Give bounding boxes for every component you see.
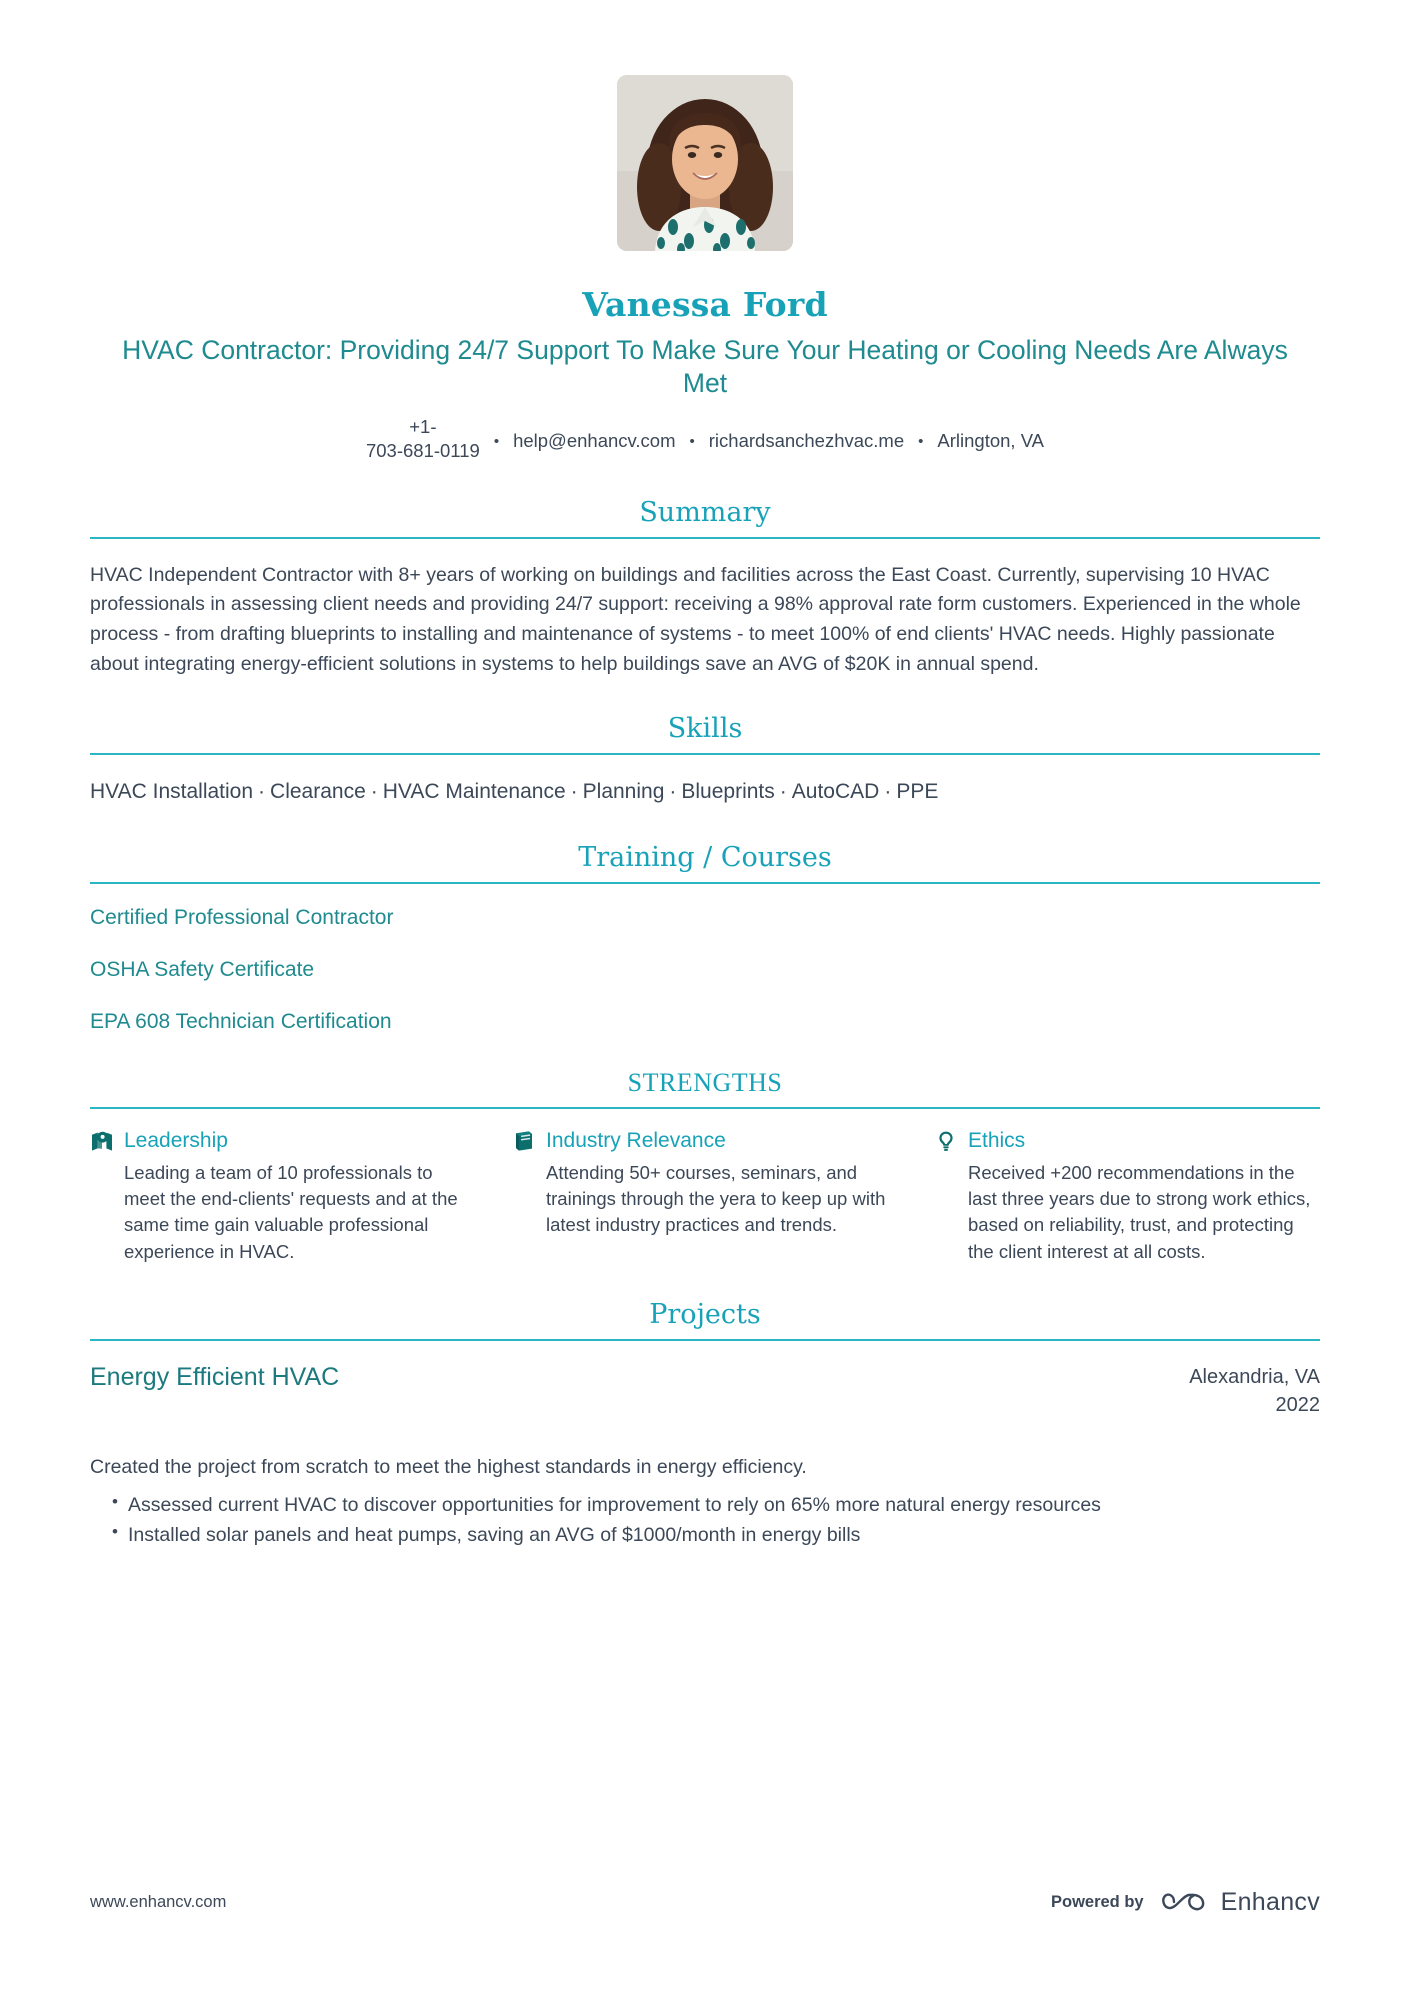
strength-header [90,1129,476,1153]
contact-location: Arlington, VA [937,429,1045,451]
contact-row [90,415,1320,463]
section-projects [90,1299,1320,1551]
section-divider [90,1107,1320,1109]
enhancv-wordmark: Enhancv [1220,1887,1320,1916]
lightbulb-icon [934,1129,958,1153]
section-title-summary: Summary [639,496,771,528]
skill-item: HVAC Maintenance [382,780,566,804]
profile-photo-image [617,75,793,251]
powered-by-label: Powered by [1050,1892,1144,1911]
map-pin-icon [90,1129,114,1153]
contact-phone-line1: +1- [409,415,437,437]
enhancv-logo [1160,1887,1320,1917]
skill-item: AutoCAD [791,780,880,804]
projects-list [90,1363,1320,1551]
training-item: Certified Professional Contractor [90,905,394,929]
skill-item: Clearance [270,780,366,804]
skill-item: Planning [582,780,665,804]
project-date: 2022 [1275,1393,1320,1416]
skill-separator: · [669,780,677,804]
book-icon [512,1129,536,1153]
contact-phone-line2: 703-681-0119 [365,439,480,461]
professional-headline: HVAC Contractor: Providing 24/7 Support To Make Sure Your Heating or Cooling Needs Are Always Met [122,335,1288,399]
section-strengths [90,1068,1320,1265]
project-bullets [90,1490,1320,1550]
strength-header [934,1129,1320,1153]
resume-content [90,0,1320,1551]
strength-card [934,1129,1320,1265]
skill-separator: · [570,780,578,804]
project-location: Alexandria, VA [1189,1365,1320,1388]
contact-separator-3: • [918,433,924,451]
contact-email[interactable]: help@enhancv.com [513,429,676,451]
section-divider [90,753,1320,755]
project-description: Created the project from scratch to meet the highest standards in energy efficiency. [90,1455,807,1478]
skill-item: PPE [896,780,939,804]
strength-description: Attending 50+ courses, seminars, and trainings through the yera to keep up with latest industry practices and trends. [546,1161,886,1236]
page-footer [90,1887,1320,1917]
section-divider [90,1339,1320,1341]
skill-separator: · [370,780,378,804]
section-title-training: Training / Courses [578,841,832,873]
project-bullet: • Installed solar panels and heat pumps, saving an AVG of $1000/month in energy bills [112,1520,1320,1550]
skill-item: HVAC Installation [90,780,254,804]
contact-separator-1: • [493,433,500,451]
strength-description: Received +200 recommendations in the last three years due to strong work ethics, based on reliability, trust, and protecting the client interest at all costs. [968,1161,1311,1262]
section-skills [90,713,1320,807]
footer-url[interactable]: www.enhancv.com [90,1892,227,1911]
skill-separator: · [258,780,266,804]
skill-item: Blueprints [681,780,775,804]
strength-description: Leading a team of 10 professionals to meet the end-clients' requests and at the same time gain valuable professional experience in HVAC. [124,1161,458,1262]
strengths-grid [90,1129,1320,1265]
skills-list [90,777,1320,807]
strength-title: Industry Relevance [546,1128,726,1152]
contact-website[interactable]: richardsanchezhvac.me [708,429,905,451]
section-title-projects: Projects [649,1298,761,1330]
training-item: OSHA Safety Certificate [90,957,315,981]
project-meta [1189,1363,1320,1419]
page-title: Vanessa Ford [582,285,828,324]
project-title: Energy Efficient HVAC [90,1362,340,1391]
training-item: EPA 608 Technician Certification [90,1009,392,1033]
strength-card [90,1129,476,1265]
section-training [90,842,1320,1034]
strength-title: Leadership [124,1128,228,1152]
skill-separator: · [884,780,892,804]
profile-photo-wrapper [90,0,1320,251]
section-divider [90,882,1320,884]
summary-text: HVAC Independent Contractor with 8+ years of working on buildings and facilities across the East Coast. Currently, supervising 10 HVAC professionals in assessing client needs and providing 24/7 support: receiving a 98% approval rate form customers. Experienced in the whole process - from drafting blueprints to installing and maintenance of systems - to meet 100% of end clients' HVAC needs. Highly passionate about integrating energy-efficient solutions in systems to help buildings save an AVG of $20K in annual spend. [90,563,1301,675]
strength-title: Ethics [968,1128,1026,1152]
contact-phone[interactable] [366,415,480,463]
section-summary [90,497,1320,680]
profile-photo [617,75,793,251]
training-list [90,906,1320,1034]
section-title-skills: Skills [667,713,743,745]
section-divider [90,537,1320,539]
strength-header [512,1129,898,1153]
infinity-icon [1160,1887,1212,1917]
skill-separator: · [779,780,787,804]
section-title-strengths: STRENGTHS [627,1067,783,1097]
contact-separator-2: • [689,433,695,451]
project-bullet: • Assessed current HVAC to discover opportunities for improvement to rely on 65% more natural energy resources [112,1490,1320,1520]
project-entry [90,1363,1320,1419]
footer-branding [1051,1887,1320,1917]
strength-card [512,1129,898,1265]
